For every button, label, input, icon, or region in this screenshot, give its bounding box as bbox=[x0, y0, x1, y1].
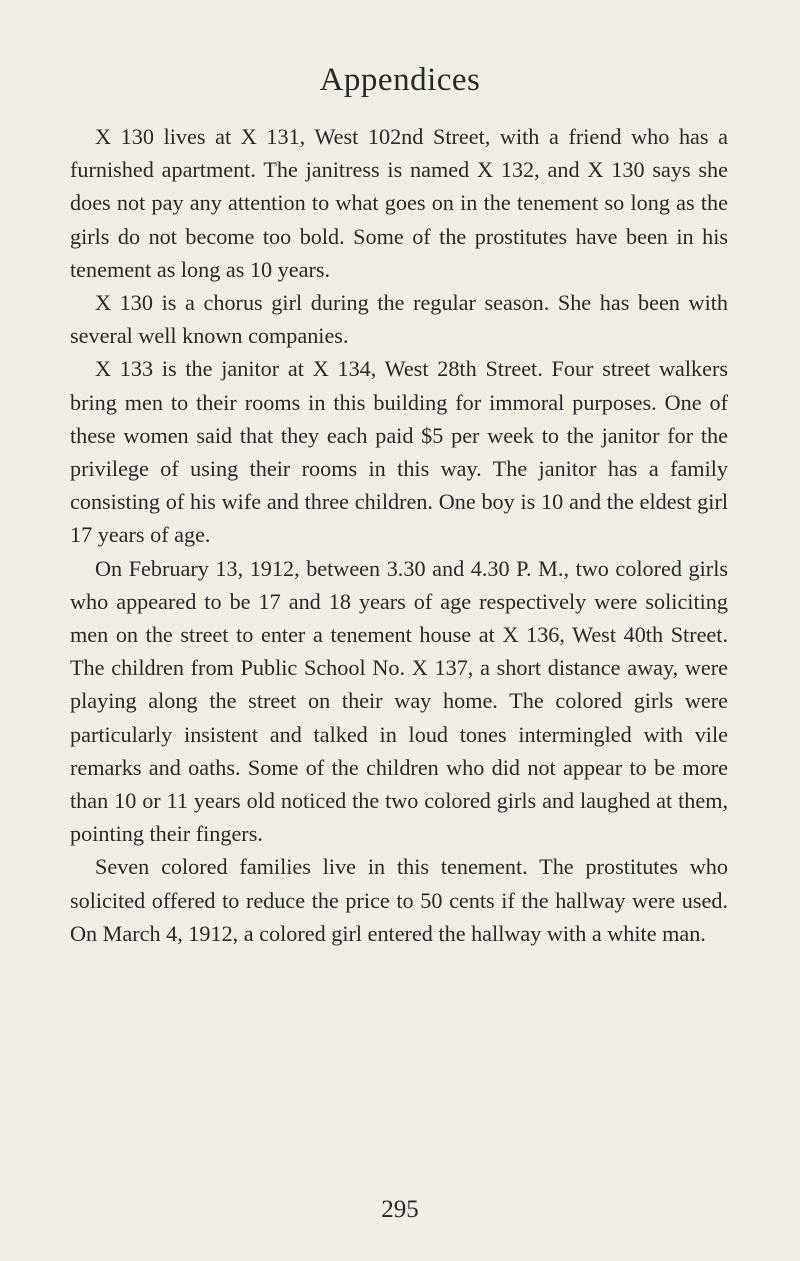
paragraph-3: X 133 is the janitor at X 134, West 28th Street. Four street walkers bring men to their rooms in this building for immoral purposes. One of these women said that they each paid $5 per week to the janitor for the privilege of using their rooms in this way. The janitor has a family consisting of his wife and three children. One boy is 10 and the eldest girl 17 years of age. bbox=[70, 356, 728, 548]
paragraph-1: X 130 lives at X 131, West 102nd Street, with a friend who has a furnished apartment. The janitress is named X 132, and X 130 says she does not pay any attention to what goes on in the tenement so long as the girls do not become too bold. Some of the prostitutes have been in his tenement as long as 10 years. bbox=[70, 124, 728, 282]
paragraph-4: On February 13, 1912, between 3.30 and 4.30 P. M., two colored girls who appeared to be 17 and 18 years of age respectively were soliciting men on the street to enter a tenement house at X 136, West 40th Street. The children from Public School No. X 137, a short distance away, were playing along the street on their way home. The colored girls were particularly insistent and talked in loud tones intermingled with vile remarks and oaths. Some of the children who did not appear to be more than 10 or 11 years old noticed the two colored girls and laughed at them, pointing their fingers. bbox=[70, 555, 728, 847]
paragraph-2: X 130 is a chorus girl during the regular season. She has been with several well known companies. bbox=[70, 290, 728, 349]
running-head: Appendices bbox=[319, 62, 481, 98]
page-number: 295 bbox=[381, 1196, 419, 1223]
body-text bbox=[70, 120, 728, 950]
paragraph-5: Seven colored families live in this tenement. The prostitutes who solicited offered to reduce the price to 50 cents if the hallway were used. On March 4, 1912, a colored girl entered the hallway with a white man. bbox=[70, 854, 728, 946]
